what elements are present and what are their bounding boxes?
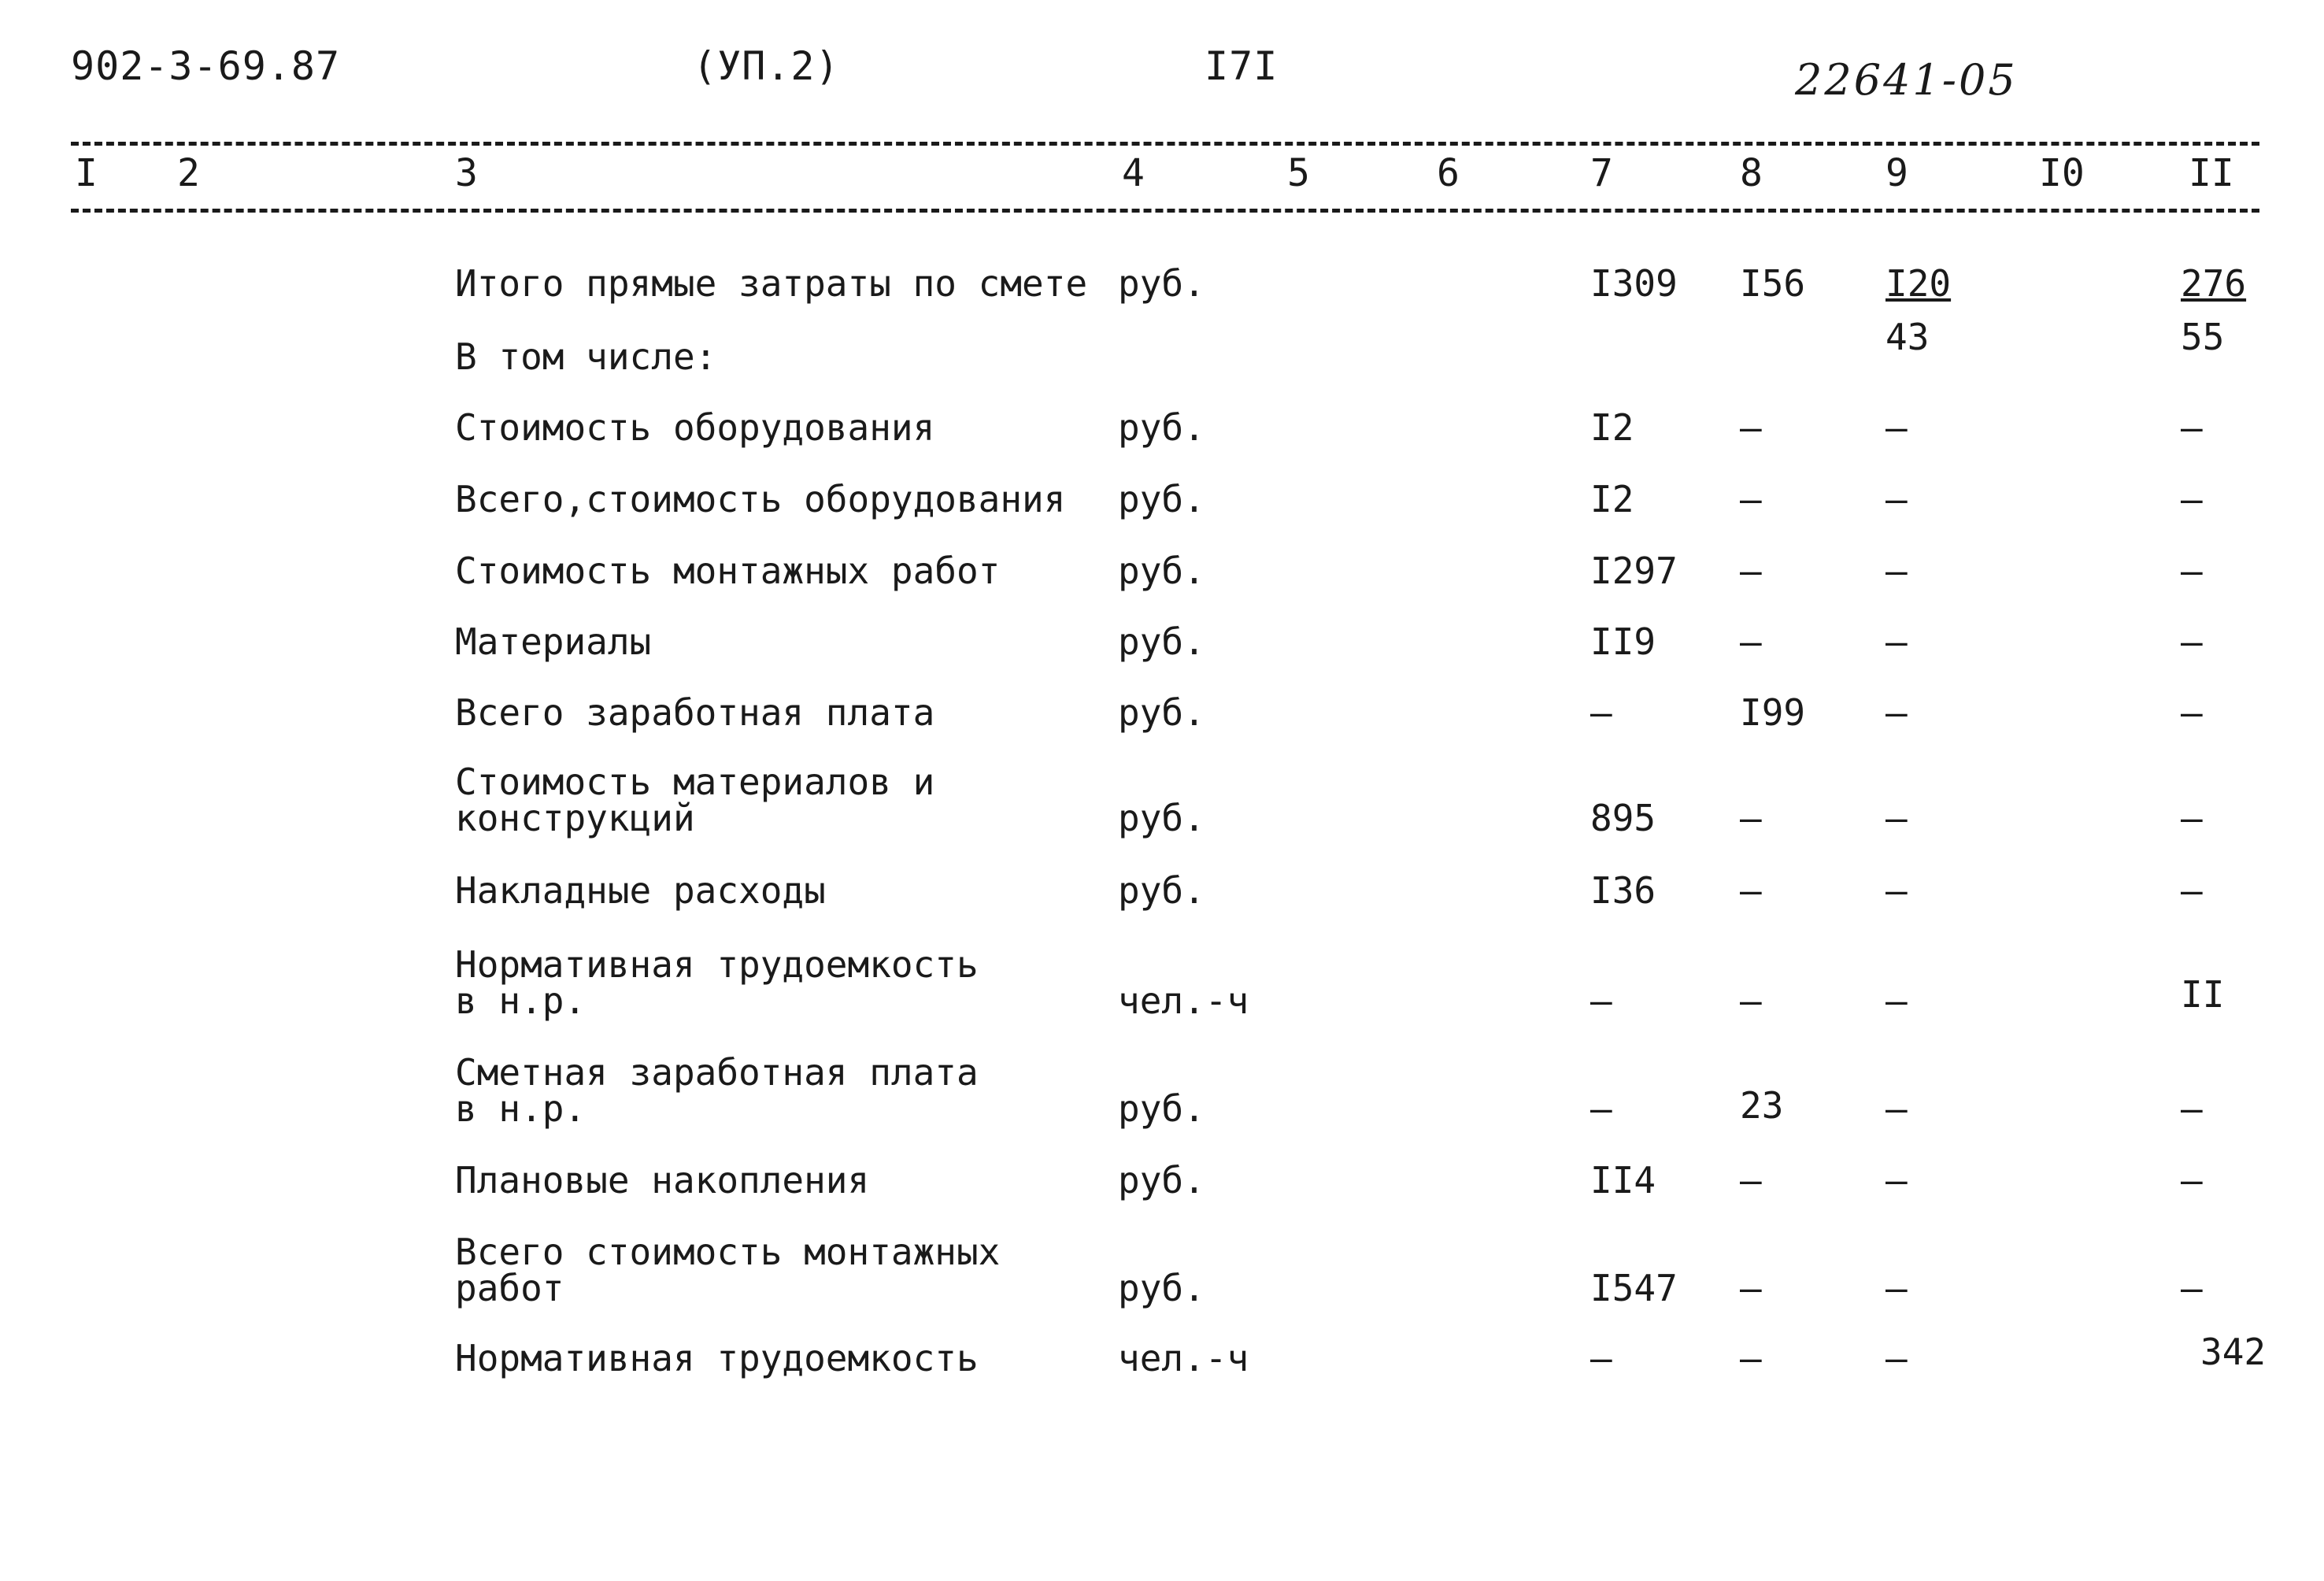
- column-number: I0: [2039, 151, 2085, 195]
- col7-value: 895: [1590, 797, 1656, 839]
- col11-value: –: [2181, 1159, 2203, 1201]
- row-label: Всего заработная плата: [455, 691, 935, 734]
- col8-value: 23: [1740, 1084, 1784, 1127]
- column-number: 4: [1122, 151, 1145, 195]
- row-label-continuation: конструкций: [455, 797, 695, 839]
- col9-value: –: [1885, 1087, 1908, 1130]
- col9-value: –: [1885, 550, 1908, 592]
- row-unit: руб.: [1118, 262, 1205, 305]
- row-label: Всего,стоимость оборудования: [455, 478, 1066, 520]
- page-number: I7I: [1205, 43, 1279, 89]
- row-label-continuation: в н.р.: [455, 979, 587, 1022]
- column-number: 6: [1437, 151, 1460, 195]
- col11-value: –: [2181, 1267, 2203, 1309]
- row-unit: руб.: [1118, 1267, 1205, 1309]
- col8-value: –: [1740, 1337, 1762, 1379]
- row-label: Накладные расходы: [455, 869, 826, 912]
- row-unit: руб.: [1118, 620, 1205, 663]
- row-unit: чел.-ч: [1118, 979, 1249, 1022]
- column-number: 8: [1740, 151, 1763, 195]
- col9-value: –: [1885, 1337, 1908, 1379]
- column-number: 7: [1590, 151, 1613, 195]
- col9-subvalue: 43: [1885, 316, 1930, 358]
- row-label: Всего стоимость монтажных: [455, 1231, 1001, 1273]
- row-unit: руб.: [1118, 1087, 1205, 1130]
- col8-value: –: [1740, 478, 1762, 520]
- column-number: II: [2189, 151, 2234, 195]
- col7-value: I36: [1590, 869, 1656, 912]
- column-number: 2: [177, 151, 200, 195]
- col7-value: –: [1590, 691, 1612, 734]
- col9-value: –: [1885, 478, 1908, 520]
- col9-value: –: [1885, 979, 1908, 1022]
- col7-value: I297: [1590, 550, 1678, 592]
- row-unit: руб.: [1118, 550, 1205, 592]
- row-unit: руб.: [1118, 406, 1205, 449]
- col11-value: II: [2181, 973, 2225, 1016]
- col8-value: –: [1740, 797, 1762, 839]
- table-top-rule: [71, 142, 2259, 146]
- row-label: Стоимость оборудования: [455, 406, 935, 449]
- handwritten-stamp: 22641-05: [1795, 55, 2018, 105]
- col7-value: –: [1590, 979, 1612, 1022]
- row-label: Стоимость монтажных работ: [455, 550, 1001, 592]
- column-number: 3: [455, 151, 478, 195]
- col8-value: I56: [1740, 262, 1806, 305]
- col8-value: –: [1740, 550, 1762, 592]
- col11-value: 342: [2200, 1331, 2267, 1373]
- row-unit: руб.: [1118, 1159, 1205, 1201]
- row-label: Нормативная трудоемкость: [455, 943, 979, 986]
- col11-value: –: [2181, 869, 2203, 912]
- col11-value: –: [2181, 691, 2203, 734]
- col8-value: I99: [1740, 691, 1806, 734]
- col11-value: –: [2181, 406, 2203, 449]
- col11-value: –: [2181, 797, 2203, 839]
- col8-value: –: [1740, 406, 1762, 449]
- col8-value: –: [1740, 620, 1762, 663]
- col7-value: I547: [1590, 1267, 1678, 1309]
- col9-value: I20: [1885, 262, 1952, 305]
- row-unit: руб.: [1118, 797, 1205, 839]
- row-unit: чел.-ч: [1118, 1337, 1249, 1379]
- col8-value: –: [1740, 1159, 1762, 1201]
- col9-value: –: [1885, 1159, 1908, 1201]
- row-label: Сметная заработная плата: [455, 1051, 979, 1094]
- row-unit: руб.: [1118, 869, 1205, 912]
- col7-value: I2: [1590, 478, 1634, 520]
- col9-value: –: [1885, 797, 1908, 839]
- col11-value: –: [2181, 620, 2203, 663]
- col8-value: –: [1740, 869, 1762, 912]
- row-label: Итого прямые затраты по смете: [455, 262, 1088, 305]
- col7-value: II9: [1590, 620, 1656, 663]
- col9-value: –: [1885, 691, 1908, 734]
- col7-value: II4: [1590, 1159, 1656, 1201]
- row-unit: руб.: [1118, 478, 1205, 520]
- col7-value: –: [1590, 1337, 1612, 1379]
- col11-subvalue: 55: [2181, 316, 2225, 358]
- column-number: 5: [1287, 151, 1310, 195]
- col7-value: I309: [1590, 262, 1678, 305]
- document-code: 902-3-69.87: [71, 43, 341, 89]
- row-unit: руб.: [1118, 691, 1205, 734]
- col8-value: –: [1740, 979, 1762, 1022]
- row-label: Нормативная трудоемкость: [455, 1337, 979, 1379]
- col9-value: –: [1885, 1267, 1908, 1309]
- col9-value: –: [1885, 406, 1908, 449]
- col9-value: –: [1885, 869, 1908, 912]
- row-label: В том числе:: [455, 335, 717, 378]
- row-label-continuation: в н.р.: [455, 1087, 587, 1130]
- row-label: Материалы: [455, 620, 652, 663]
- col7-value: –: [1590, 1087, 1612, 1130]
- column-number: 9: [1885, 151, 1908, 195]
- column-number: I: [75, 151, 98, 195]
- col11-value: –: [2181, 1087, 2203, 1130]
- col11-value: 276: [2181, 262, 2247, 305]
- col9-value: –: [1885, 620, 1908, 663]
- col7-value: I2: [1590, 406, 1634, 449]
- row-label-continuation: работ: [455, 1267, 564, 1309]
- col11-value: –: [2181, 550, 2203, 592]
- table-header-rule: [71, 209, 2259, 213]
- row-label: Плановые накопления: [455, 1159, 870, 1201]
- col11-value: –: [2181, 478, 2203, 520]
- col8-value: –: [1740, 1267, 1762, 1309]
- section-label: (УП.2): [693, 43, 840, 89]
- row-label: Стоимость материалов и: [455, 761, 935, 803]
